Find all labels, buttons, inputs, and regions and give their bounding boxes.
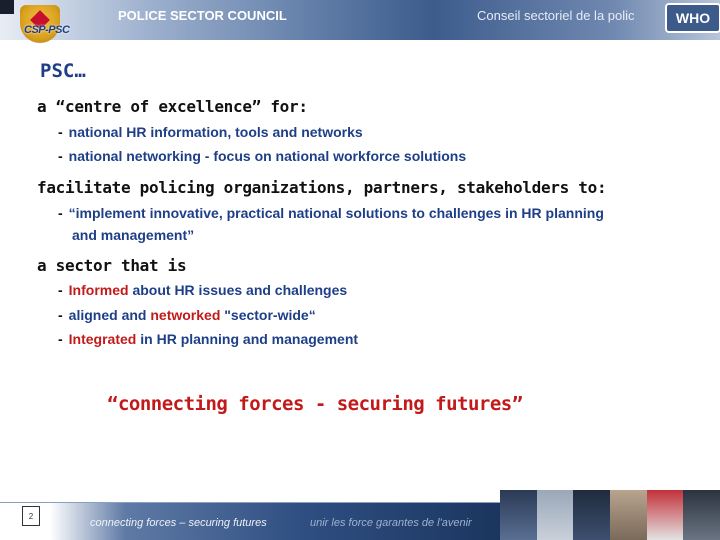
photo-people [610, 490, 647, 540]
dash-marker: - [58, 124, 63, 140]
bullet-text: "sector-wide“ [220, 307, 316, 323]
footer-photo-strip [500, 490, 720, 540]
emphasis-text: Informed [68, 282, 129, 298]
header-title-en: POLICE SECTOR COUNCIL [118, 8, 287, 23]
emphasis-text: Integrated [68, 331, 137, 347]
bullet-1-2 [58, 148, 466, 164]
dash-marker: - [58, 282, 63, 298]
csp-psc-logo [6, 2, 74, 46]
tagline: “connecting forces - securing futures” [107, 393, 523, 415]
page-number: 2 [22, 506, 40, 526]
footer-text-fr: unir les force garantes de l'avenir [310, 517, 472, 529]
photo-officers [573, 490, 610, 540]
dash-marker: - [58, 331, 63, 347]
emphasis-text: networked [150, 307, 221, 323]
bullet-2-1-cont: and management” [72, 227, 195, 243]
bullet-text: about HR issues and challenges [128, 282, 348, 298]
footer [0, 490, 720, 540]
dash-marker: - [58, 205, 63, 221]
bullet-3-2 [58, 307, 316, 323]
who-badge: WHO [665, 3, 720, 33]
slide-title: PSC… [40, 60, 86, 82]
bullet-3-3 [58, 331, 358, 347]
footer-text-en: connecting forces – securing futures [90, 517, 267, 529]
bullet-text: national HR information, tools and networks [68, 124, 363, 140]
logo-text: CSP-PSC [24, 24, 70, 36]
bullet-text: national networking - focus on national workforce solutions [68, 148, 467, 164]
section-heading-1: a “centre of excellence” for: [37, 97, 308, 116]
photo-group [683, 490, 720, 540]
dash-marker: - [58, 148, 63, 164]
bullet-text: “implement innovative, practical national solutions to challenges in HR planning [68, 205, 604, 221]
section-heading-2: facilitate policing organizations, partners, stakeholders to: [37, 178, 607, 197]
bullet-1-1 [58, 124, 363, 140]
bullet-2-1 [58, 205, 604, 221]
photo-motorcycle [537, 490, 574, 540]
dash-marker: - [58, 307, 63, 323]
header-title-fr: Conseil sectoriel de la polic [477, 8, 635, 23]
bullet-3-1 [58, 282, 347, 298]
bullet-text: aligned and [68, 307, 151, 323]
bullet-text: in HR planning and management [136, 331, 359, 347]
photo-helicopter [500, 490, 537, 540]
photo-mountie [647, 490, 684, 540]
section-heading-3: a sector that is [37, 256, 187, 275]
